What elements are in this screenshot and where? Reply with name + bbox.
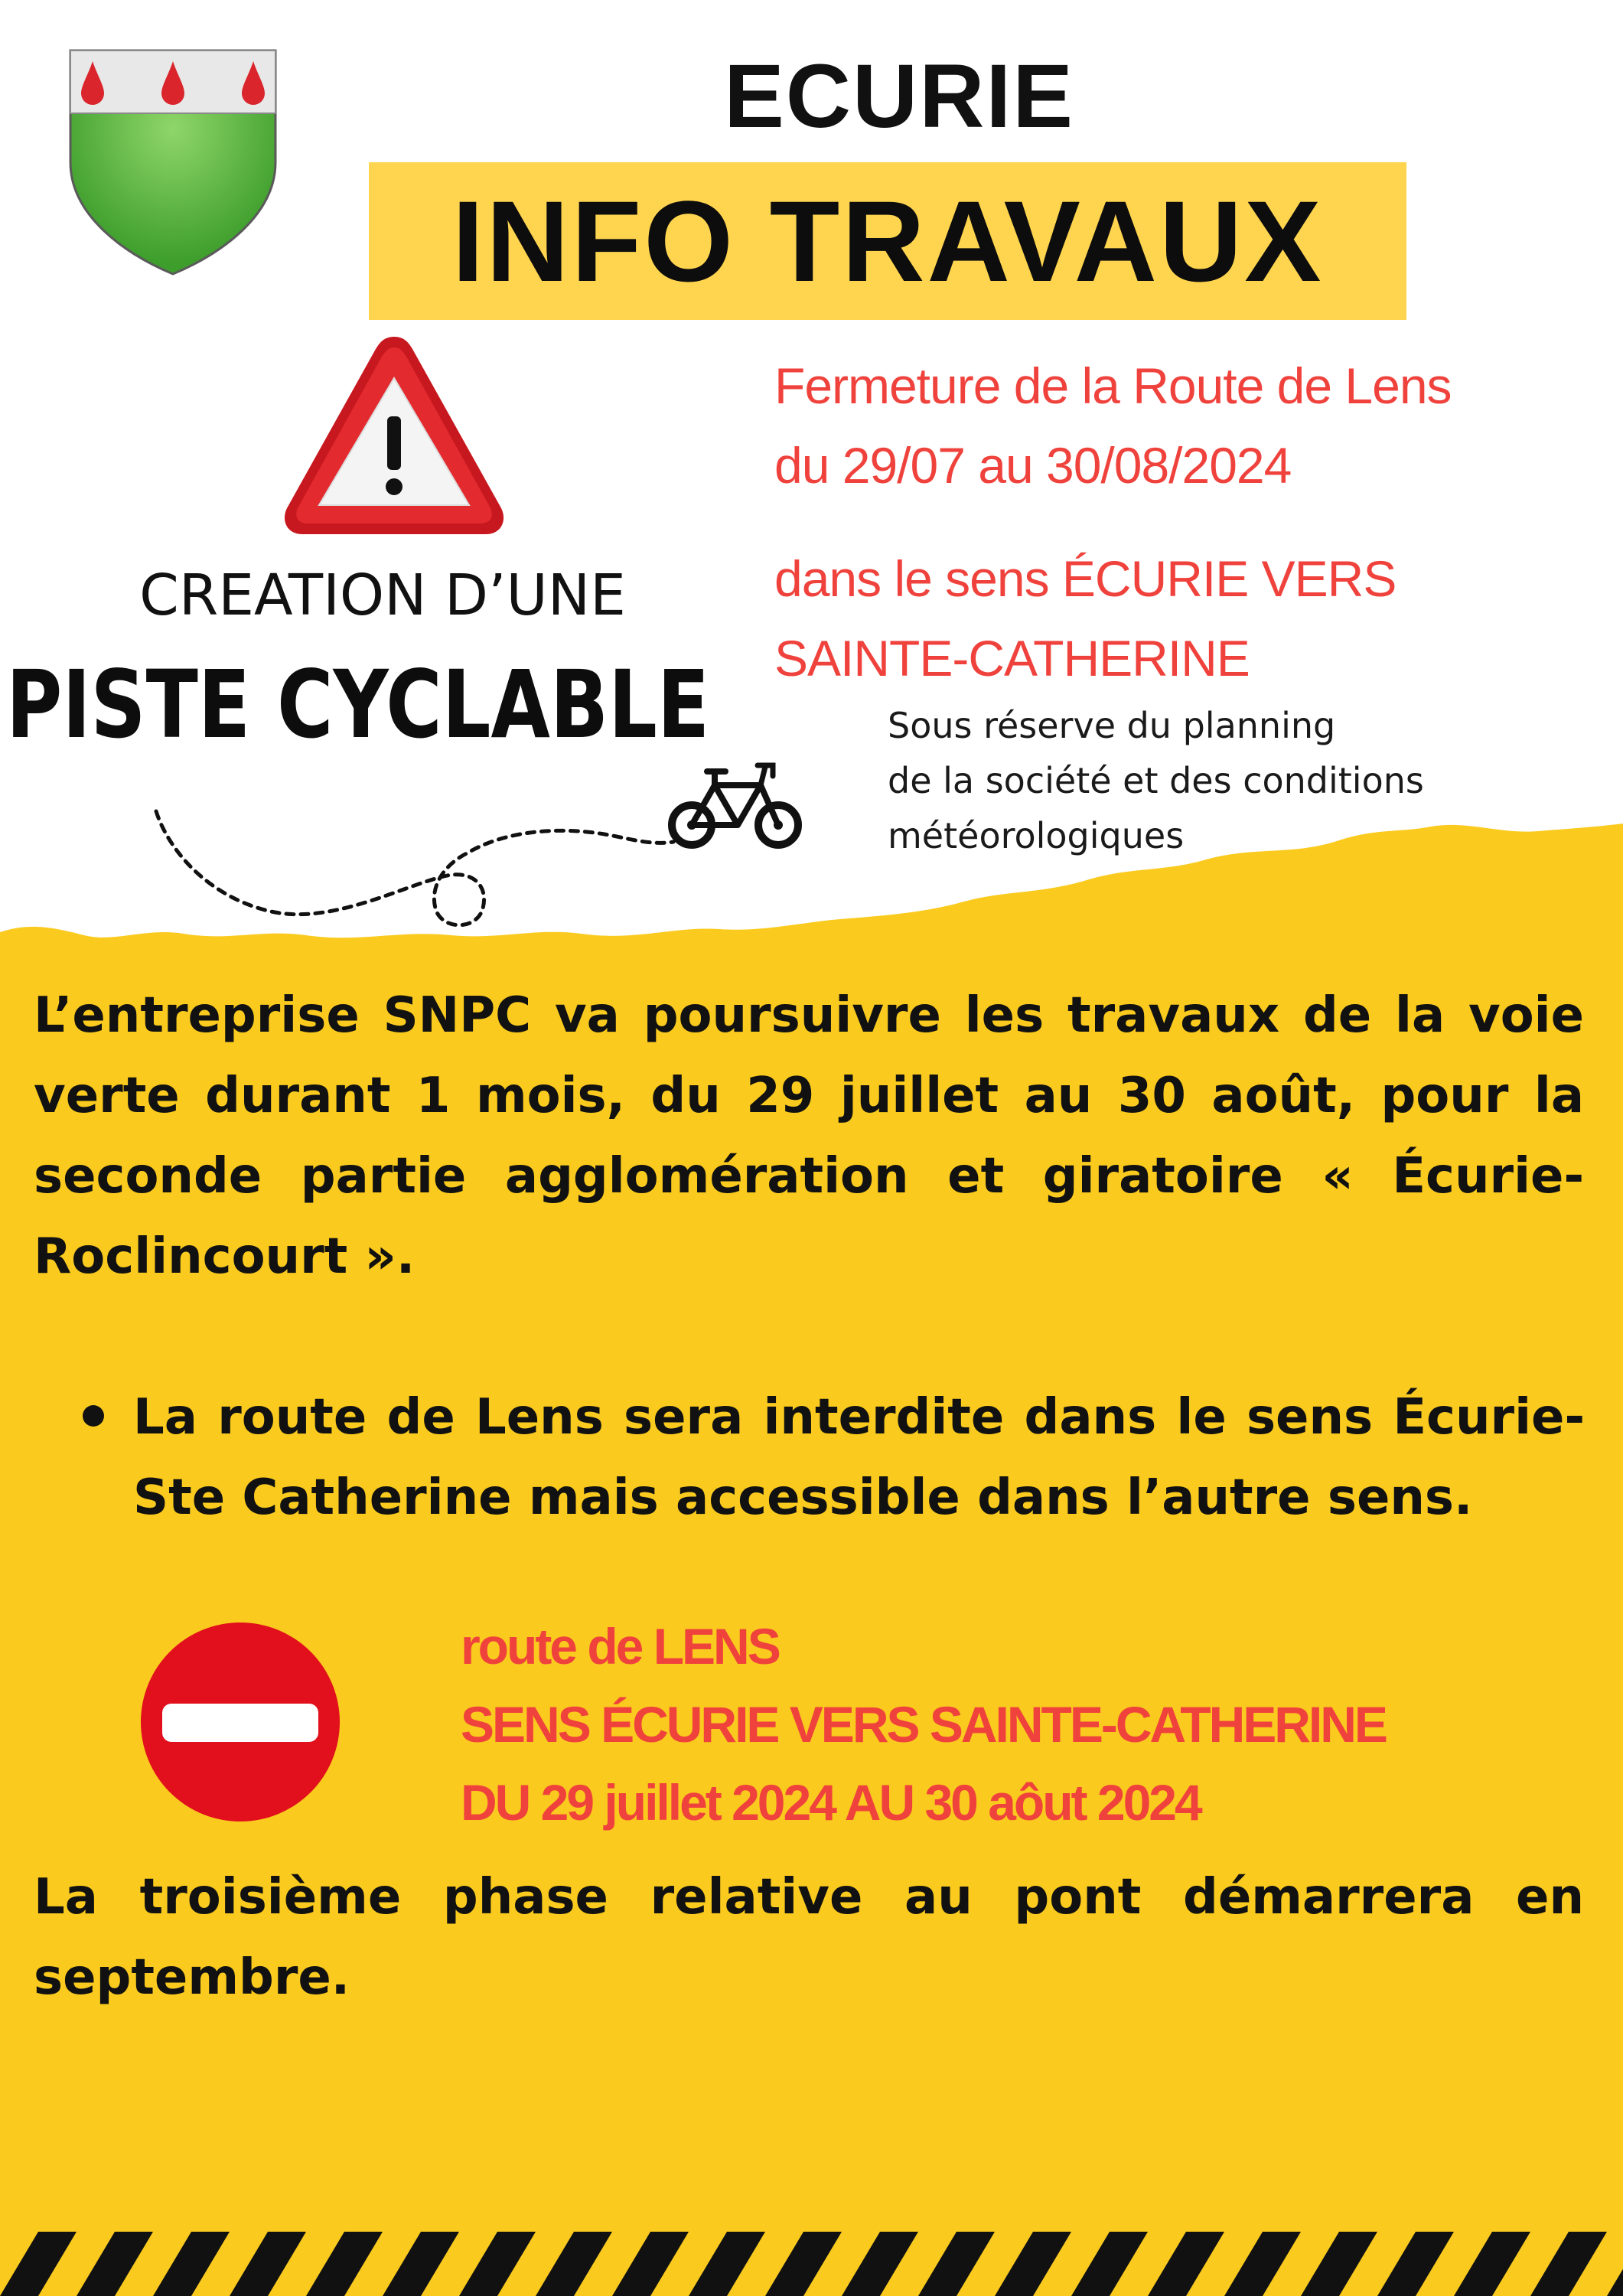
town-name: ECURIE — [724, 46, 1074, 147]
hazard-stripes — [0, 2232, 1623, 2296]
intro-paragraph: L’entreprise SNPC va poursuivre les travaux de la voie verte durant 1 mois, du 29 juillet au 30 août, pour la seconde partie agglomération et giratoire « Écurie-Roclincourt ». — [34, 987, 1584, 1285]
reserve-line-1: Sous réserve du planning — [888, 705, 1336, 746]
road-closure-notice — [461, 1607, 1570, 1841]
creation-label: CREATION D’UNE — [139, 563, 626, 628]
closing-paragraph: La troisième phase relative au pont démarrera en septembre. — [34, 1869, 1584, 2006]
dotted-path — [145, 796, 681, 941]
project-name: PISTE CYCLABLE — [6, 651, 710, 759]
closure-line-2: du 29/07 au 30/08/2024 — [774, 437, 1292, 494]
coat-of-arms-icon — [67, 47, 279, 277]
direction-line-2: SAINTE-CATHERINE — [774, 630, 1250, 687]
notice-line-2: SENS ÉCURIE VERS SAINTE-CATHERINE — [461, 1696, 1386, 1753]
page-title: INFO TRAVAUX — [451, 177, 1324, 305]
reserve-note — [888, 698, 1576, 863]
no-entry-sign-icon — [139, 1621, 341, 1823]
closure-direction — [774, 539, 1608, 698]
reserve-line-2: de la société et des conditions — [888, 760, 1424, 801]
closure-info — [774, 346, 1608, 505]
bicycle-icon — [667, 759, 805, 851]
bullet-dot — [83, 1405, 104, 1427]
direction-line-1: dans le sens ÉCURIE VERS — [774, 550, 1396, 607]
notice-line-3: DU 29 juillet 2024 AU 30 aôut 2024 — [461, 1774, 1201, 1831]
reserve-line-3: météorologiques — [888, 815, 1185, 856]
closure-line-1: Fermeture de la Route de Lens — [774, 357, 1452, 414]
notice-line-1: route de LENS — [461, 1618, 779, 1675]
warning-triangle-icon — [279, 331, 509, 543]
bullet-text: La route de Lens sera interdite dans le sens Écurie-Ste Catherine mais accessible dans l’autre sens. — [133, 1389, 1585, 1526]
